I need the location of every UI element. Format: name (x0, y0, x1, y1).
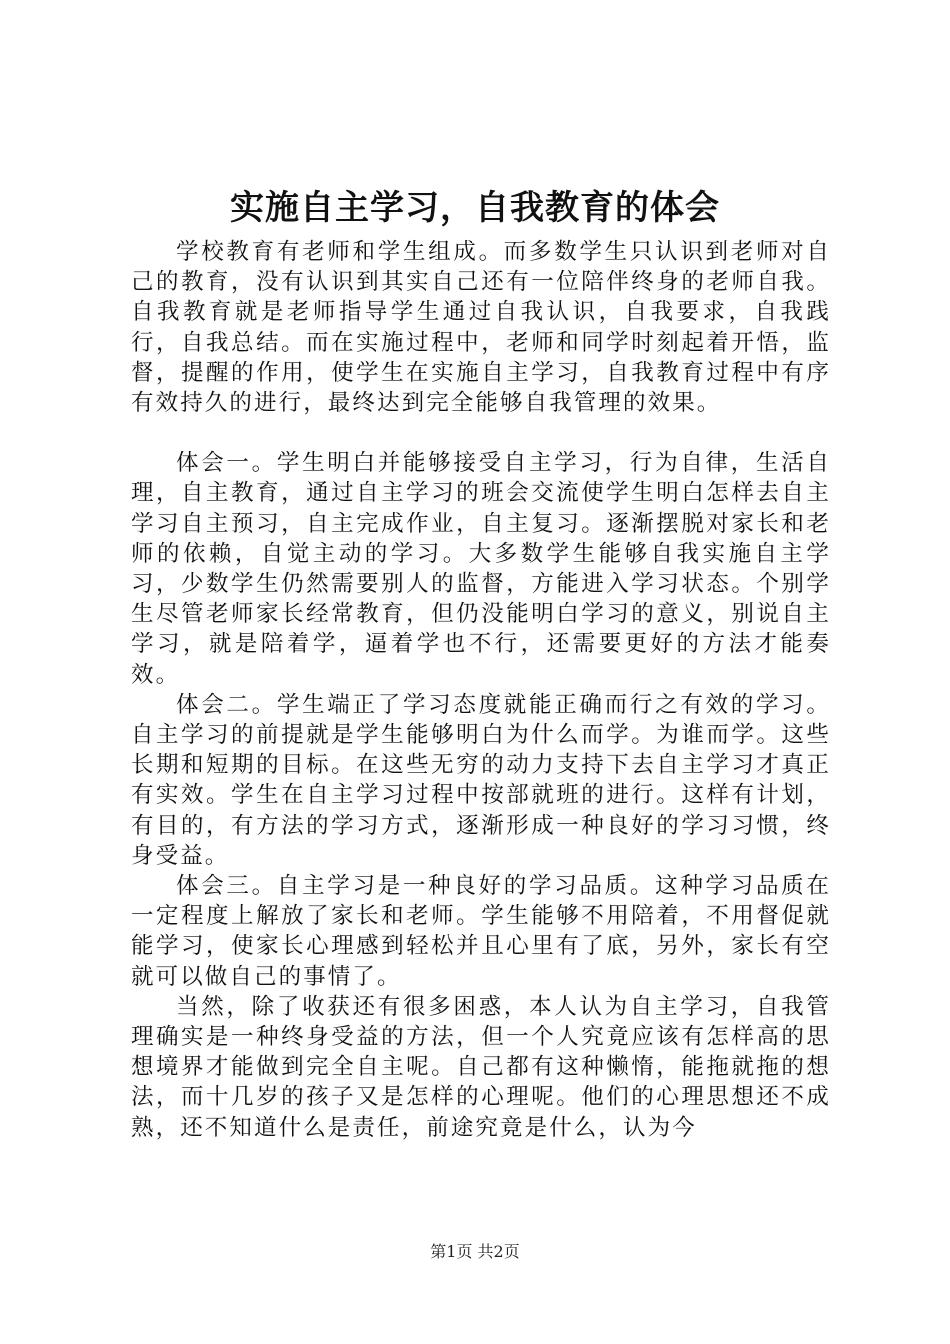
document-title: 实施自主学习，自我教育的体会 (230, 188, 720, 228)
document-body (131, 237, 831, 1143)
paragraph-insight-three: 体会三。自主学习是一种良好的学习品质。这种学习品质在一定程度上解放了家长和老师。学生能够不用陪着，不用督促就能学习，使家长心理感到轻松并且心里有了底，另外，家长有空就可以做自己的事情了。 (131, 873, 831, 990)
paragraph-insight-two: 体会二。学生端正了学习态度就能正确而行之有效的学习。自主学习的前提就是学生能够明白为什么而学。为谁而学。这些长期和短期的目标。在这些无穷的动力支持下去自主学习才真正有实效。学生在自主学习过程中按部就班的进行。这样有计划，有目的，有方法的学习方式，逐渐形成一种良好的学习习惯，终身受益。 (131, 691, 831, 869)
page-number-footer: 第1页 共2页 (430, 1242, 520, 1261)
paragraph-insight-one: 体会一。学生明白并能够接受自主学习，行为自律，生活自理，自主教育，通过自主学习的班会交流使学生明白怎样去自主学习自主预习，自主完成作业，自主复习。逐渐摆脱对家长和老师的依赖，自觉主动的学习。大多数学生能够自我实施自主学习，少数学生仍然需要别人的监督，方能进入学习状态。个别学生尽管老师家长经常教育，但仍没能明白学习的意义，别说自主学习，就是陪着学，逼着学也不行，还需要更好的方法才能奏效。 (131, 450, 831, 688)
paragraph-intro: 学校教育有老师和学生组成。而多数学生只认识到老师对自己的教育，没有认识到其实自己还有一位陪伴终身的老师自我。自我教育就是老师指导学生通过自我认识，自我要求，自我践行，自我总结。而在实施过程中，老师和同学时刻起着开悟，监督，提醒的作用，使学生在实施自主学习，自我教育过程中有序有效持久的进行，最终达到完全能够自我管理的效果。 (131, 239, 831, 417)
paragraph-reflection: 当然，除了收获还有很多困惑，本人认为自主学习，自我管理确实是一种终身受益的方法，但一个人究竟应该有怎样高的思想境界才能做到完全自主呢。自己都有这种懒惰，能拖就拖的想法，而十几岁的孩子又是怎样的心理呢。他们的心理思想还不成熟，还不知道什么是责任，前途究竟是什么，认为今 (131, 993, 831, 1141)
